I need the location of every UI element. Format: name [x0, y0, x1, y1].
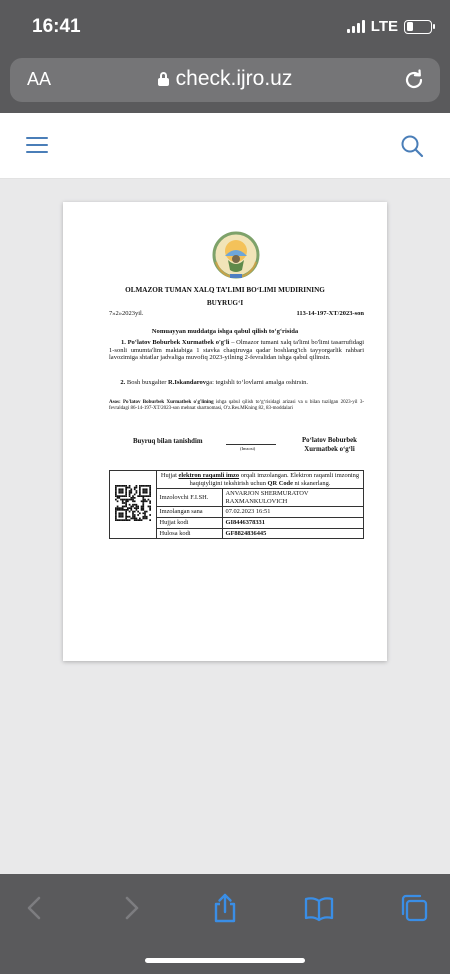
tabs-icon[interactable]	[398, 892, 430, 924]
table-row: Imzolangan sana 07.02.2023 16:51	[110, 507, 364, 518]
table-row: Imzolovchi F.I.SH. ANVARJON SHERMURATOV RAXMANKULOVICH	[110, 489, 364, 507]
browser-chrome-top	[0, 0, 450, 113]
lock-icon	[158, 72, 169, 86]
order-paragraph-1: 1. Po‘latov Boburbek Xurmatbek o'g'li – Olmazor tumani xalq ta'limi bo'limi tasarrufidagi 1-sonli umumta'lim maktabiga 1 stavka chaqiruvga qadar boshlang'ich tayyorgarlik rahbari lavozimiga shtatlar jadvaliga muvofiq 2023-yilning 2-fevralidan ishga qabul qilinsin.	[109, 339, 365, 362]
document-page	[63, 202, 387, 661]
bookmarks-icon[interactable]	[303, 892, 335, 924]
site-header	[0, 113, 450, 179]
order-paragraph-2: 2. Bosh buxgalter R.Iskandarovga: tegishli to‘lovlarni amalga oshirsin.	[120, 379, 309, 386]
signer-name: ANVARJON SHERMURATOV RAXMANKULOVICH	[223, 489, 364, 507]
share-icon[interactable]	[209, 892, 241, 924]
employee-name: Po‘latov Boburbek Xurmatbek o‘g‘li	[302, 437, 357, 453]
document-code: GI8446378331	[223, 517, 364, 528]
table-row: Hujjat kodi GI8446378331	[110, 517, 364, 528]
back-icon[interactable]	[19, 892, 51, 924]
address-bar[interactable]	[10, 58, 440, 102]
document-date: 7»2»2023yil.	[109, 310, 144, 317]
document-title: OLMAZOR TUMAN XALQ TA’LIMI BO‘LIMI MUDIRINING BUYRUG‘I	[125, 286, 325, 307]
signature-caption: (Imzosi)	[240, 446, 256, 451]
search-icon[interactable]	[400, 134, 424, 158]
battery-icon	[404, 20, 432, 34]
status-time: 16:41	[32, 16, 81, 37]
table-row: Hulosa kodi GF8824836445	[110, 528, 364, 539]
reader-aa-button[interactable]: AA	[27, 69, 52, 89]
url-display[interactable]	[10, 67, 440, 91]
home-indicator[interactable]	[145, 958, 305, 963]
signed-date: 07.02.2023 16:51	[223, 507, 364, 518]
e-signature-table	[109, 470, 364, 539]
reload-icon[interactable]	[402, 68, 426, 92]
document-number: 113-14-197-XT/2023-son	[296, 310, 364, 317]
url-text: check.ijro.uz	[175, 67, 293, 90]
state-emblem-icon	[210, 230, 262, 280]
network-type: LTE	[370, 18, 398, 35]
conclusion-code: GF8824836445	[223, 528, 364, 539]
hamburger-menu-icon[interactable]	[26, 137, 48, 155]
qr-code-icon[interactable]	[115, 485, 151, 521]
signature-line	[226, 444, 276, 445]
signal-icon	[347, 20, 365, 33]
forward-icon[interactable]	[115, 892, 147, 924]
acquainted-label: Buyruq bilan tanishdim	[133, 438, 203, 445]
order-basis: Asos: Po'latov Boburbek Xurmatbek o'g'lining ishga qabul qilish to‘g‘risidagi arizasi va u bilan tuzilgan 2023-yil 3-fevraldagi 86-14-197-XT/2023-son mehnat shartnomasi, O'z.Res.MKning 82, 83-moddalari	[109, 400, 365, 412]
qr-code-cell	[110, 471, 157, 539]
document-subject: Nomuayyan muddatga ishga qabul qilish to‘g‘risida	[151, 328, 299, 335]
status-indicators	[347, 18, 432, 35]
e-signature-note: Hujjat elektron raqamli imzo orqali imzolangan. Elektron raqamli imzoning haqiqiyligini tekshirish uchun QR Code ni skanerlang.	[157, 471, 364, 489]
